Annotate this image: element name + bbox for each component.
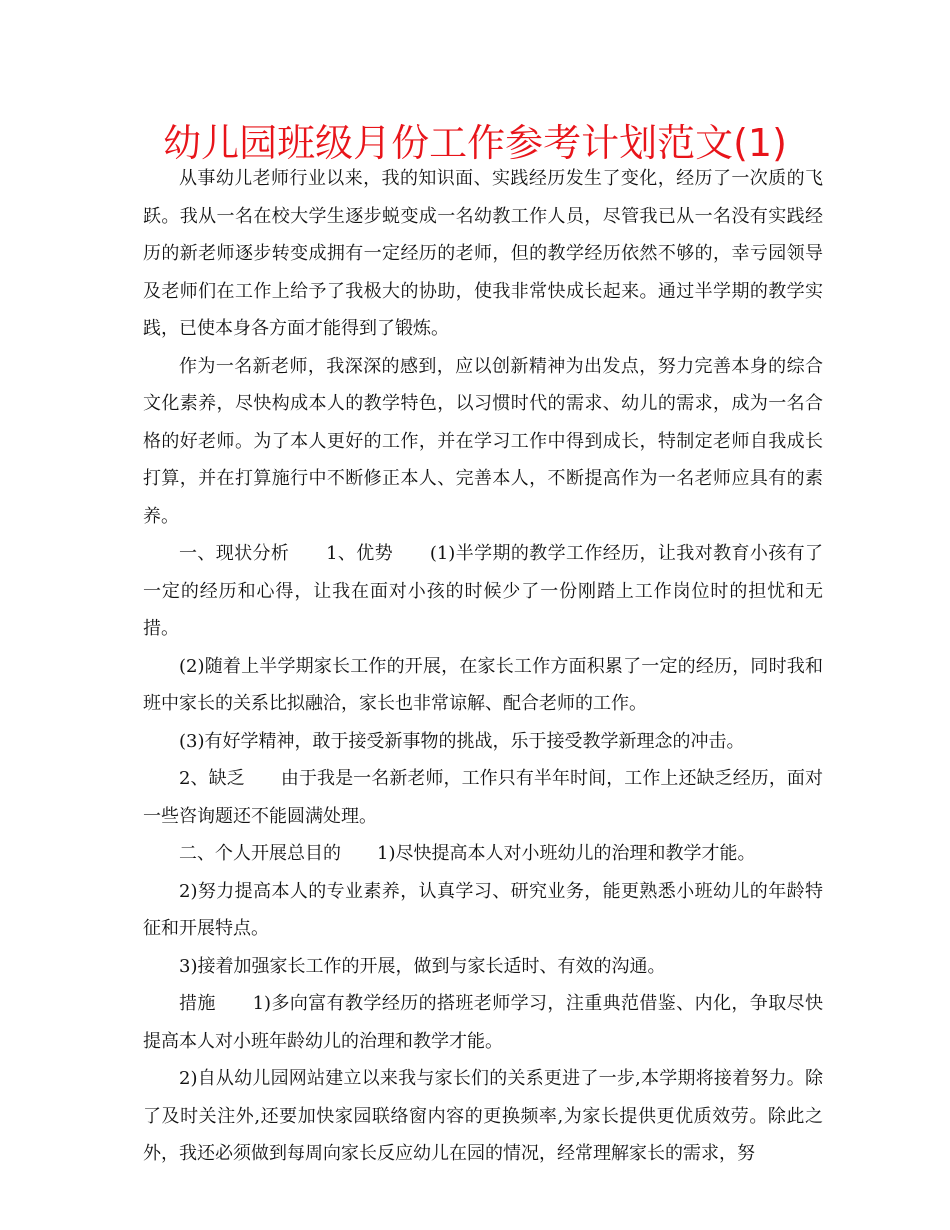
paragraph: 2、缺乏 由于我是一名新老师，工作只有半年时间，工作上还缺乏经历，面对一些咨询题还不能圆满处理。: [143, 768, 823, 827]
paragraph: 措施 1)多向富有教学经历的搭班老师学习，注重典范借鉴、内化，争取尽快提高本人对小班年龄幼儿的治理和教学才能。: [143, 993, 823, 1052]
paragraph: 一、现状分析 1、优势 (1)半学期的教学工作经历，让我对教育小孩有了一定的经历和心得，让我在面对小孩的时候少了一份刚踏上工作岗位时的担忧和无措。: [143, 543, 823, 639]
paragraph: (3)有好学精神，敢于接受新事物的挑战，乐于接受教学新理念的冲击。: [179, 730, 745, 752]
paragraph: (2)随着上半学期家长工作的开展，在家长工作方面积累了一定的经历，同时我和班中家长的关系比拟融洽，家长也非常谅解、配合老师的工作。: [143, 655, 823, 714]
paragraph: 从事幼儿老师行业以来，我的知识面、实践经历发生了变化，经历了一次质的飞跃。我从一名在校大学生逐步蜕变成一名幼教工作人员，尽管我已从一名没有实践经历的新老师逐步转变成拥有一定经历的老师，但的教学经历依然不够的，幸亏园领导及老师们在工作上给予了我极大的协助，使我非常快成长起来。通过半学期的教学实践，已使本身各方面才能得到了锻炼。: [143, 168, 823, 339]
paragraph: 作为一名新老师，我深深的感到，应以创新精神为出发点，努力完善本身的综合文化素养，尽快构成本人的教学特色，以习惯时代的需求、幼儿的需求，成为一名合格的好老师。为了本人更好的工作，并在学习工作中得到成长，特制定老师自我成长打算，并在打算施行中不断修正本人、完善本人，不断提高作为一名老师应具有的素养。: [143, 355, 823, 527]
paragraph: 2)自从幼儿园网站建立以来我与家长们的关系更进了一步,本学期将接着努力。除了及时关注外,还要加快家园联络窗内容的更换频率,为家长提供更优质效劳。除此之外，我还必须做到每周向家长反应幼儿在园的情况，经常理解家长的需求，努: [143, 1068, 823, 1164]
paragraph: 二、个人开展总目的 1)尽快提高本人对小班幼儿的治理和教学才能。: [179, 843, 756, 864]
paragraph: 3)接着加强家长工作的开展，做到与家长适时、有效的沟通。: [179, 955, 666, 977]
paragraph: 2)努力提高本人的专业素养，认真学习、研究业务，能更熟悉小班幼儿的年龄特征和开展特点。: [143, 880, 823, 939]
document-title: 幼儿园班级月份工作参考计划范文(1): [163, 121, 787, 165]
document-body: [143, 160, 823, 1173]
